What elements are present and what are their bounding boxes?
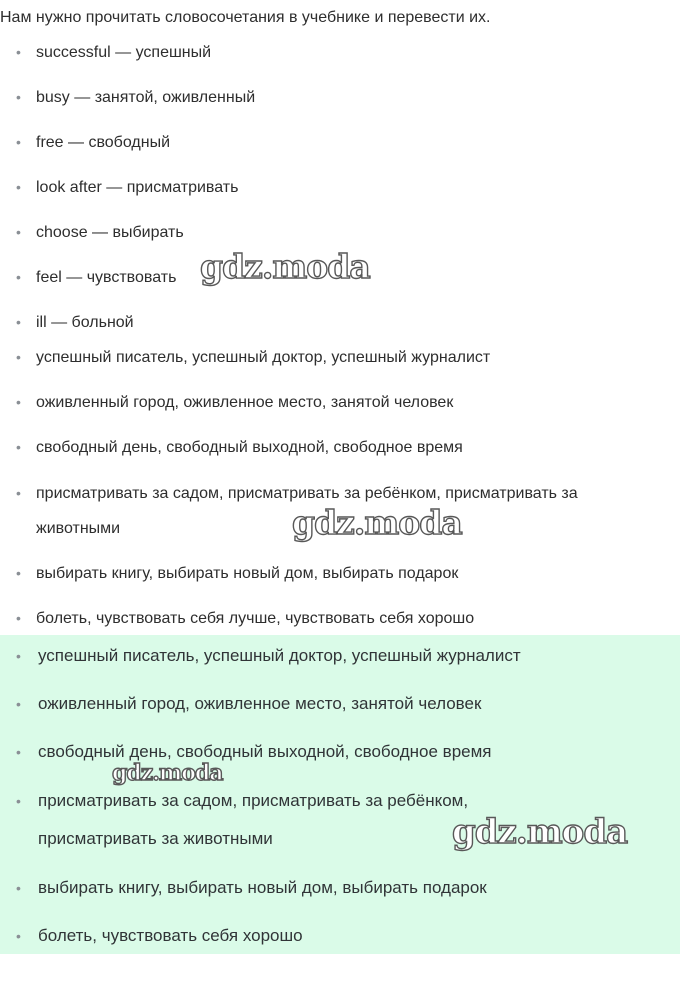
list-item bbox=[16, 34, 212, 71]
bullet-icon: • bbox=[16, 179, 21, 195]
list-item bbox=[16, 555, 459, 592]
bullet-icon: • bbox=[16, 439, 21, 455]
intro-text: Нам нужно прочитать словосочетания в учебнике и перевести их. bbox=[0, 9, 491, 26]
watermark: gdz.moda bbox=[292, 503, 462, 542]
list-item bbox=[16, 124, 170, 161]
list-item-text: успешный писатель, успешный доктор, успешный журналист bbox=[36, 349, 491, 366]
list-item-text: присматривать за садом, присматривать за ребёнком, присматривать за bbox=[36, 485, 578, 502]
bullet-icon: • bbox=[16, 349, 21, 365]
list-item-text: free — свободный bbox=[36, 134, 170, 151]
list-item-text: успешный писатель, успешный доктор, успешный журналист bbox=[38, 646, 521, 665]
list-item-text: choose — выбирать bbox=[36, 224, 184, 241]
watermark: gdz.moda bbox=[452, 812, 628, 852]
list-item bbox=[16, 917, 303, 955]
list-item bbox=[16, 169, 239, 206]
bullet-icon: • bbox=[16, 89, 21, 105]
list-item bbox=[16, 429, 463, 466]
list-item-text: выбирать книгу, выбирать новый дом, выбирать подарок bbox=[36, 565, 459, 582]
list-item bbox=[16, 637, 521, 675]
bullet-icon: • bbox=[16, 394, 21, 410]
bullet-icon: • bbox=[16, 269, 21, 285]
list-item bbox=[16, 869, 487, 907]
list-item-text: болеть, чувствовать себя лучше, чувствовать себя хорошо bbox=[36, 610, 475, 627]
list-item-text: болеть, чувствовать себя хорошо bbox=[38, 926, 303, 945]
list-item-text: свободный день, свободный выходной, свободное время bbox=[38, 742, 492, 761]
bullet-icon: • bbox=[16, 134, 21, 150]
list-item-text: присматривать за садом, присматривать за ребёнком, bbox=[38, 791, 469, 810]
list-item bbox=[16, 733, 492, 771]
bullet-icon: • bbox=[16, 44, 21, 60]
bullet-icon: • bbox=[16, 485, 21, 501]
bullet-icon: • bbox=[16, 880, 21, 896]
bullet-icon: • bbox=[16, 224, 21, 240]
bullet-icon: • bbox=[16, 793, 21, 809]
list-item bbox=[16, 475, 578, 512]
list-item bbox=[16, 304, 134, 341]
list-item-text: животными bbox=[36, 520, 121, 537]
list-item bbox=[16, 600, 475, 637]
list-item bbox=[16, 259, 177, 296]
list-item-text: successful — успешный bbox=[36, 44, 212, 61]
list-item bbox=[16, 685, 482, 723]
bullet-icon: • bbox=[16, 610, 21, 626]
list-item bbox=[16, 782, 469, 820]
list-item-text: оживленный город, оживленное место, занятой человек bbox=[38, 694, 482, 713]
list-item-text: присматривать за животными bbox=[38, 829, 273, 848]
list-item bbox=[16, 79, 256, 116]
list-item-text: feel — чувствовать bbox=[36, 269, 177, 286]
list-item bbox=[16, 339, 491, 376]
bullet-icon: • bbox=[16, 565, 21, 581]
list-item-continuation bbox=[38, 820, 273, 858]
list-item bbox=[16, 214, 184, 251]
watermark: gdz.moda bbox=[200, 247, 370, 286]
list-item-text: busy — занятой, оживленный bbox=[36, 89, 256, 106]
list-item-text: выбирать книгу, выбирать новый дом, выбирать подарок bbox=[38, 878, 487, 897]
list-item-text: оживленный город, оживленное место, занятой человек bbox=[36, 394, 454, 411]
list-item bbox=[16, 384, 454, 421]
bullet-icon: • bbox=[16, 314, 21, 330]
bullet-icon: • bbox=[16, 696, 21, 712]
bullet-icon: • bbox=[16, 648, 21, 664]
bullet-icon: • bbox=[16, 744, 21, 760]
list-item-text: ill — больной bbox=[36, 314, 134, 331]
bullet-icon: • bbox=[16, 928, 21, 944]
watermark: gdz.moda bbox=[112, 760, 223, 786]
list-item-text: свободный день, свободный выходной, свободное время bbox=[36, 439, 463, 456]
list-item-continuation bbox=[36, 510, 120, 547]
list-item-text: look after — присматривать bbox=[36, 179, 239, 196]
